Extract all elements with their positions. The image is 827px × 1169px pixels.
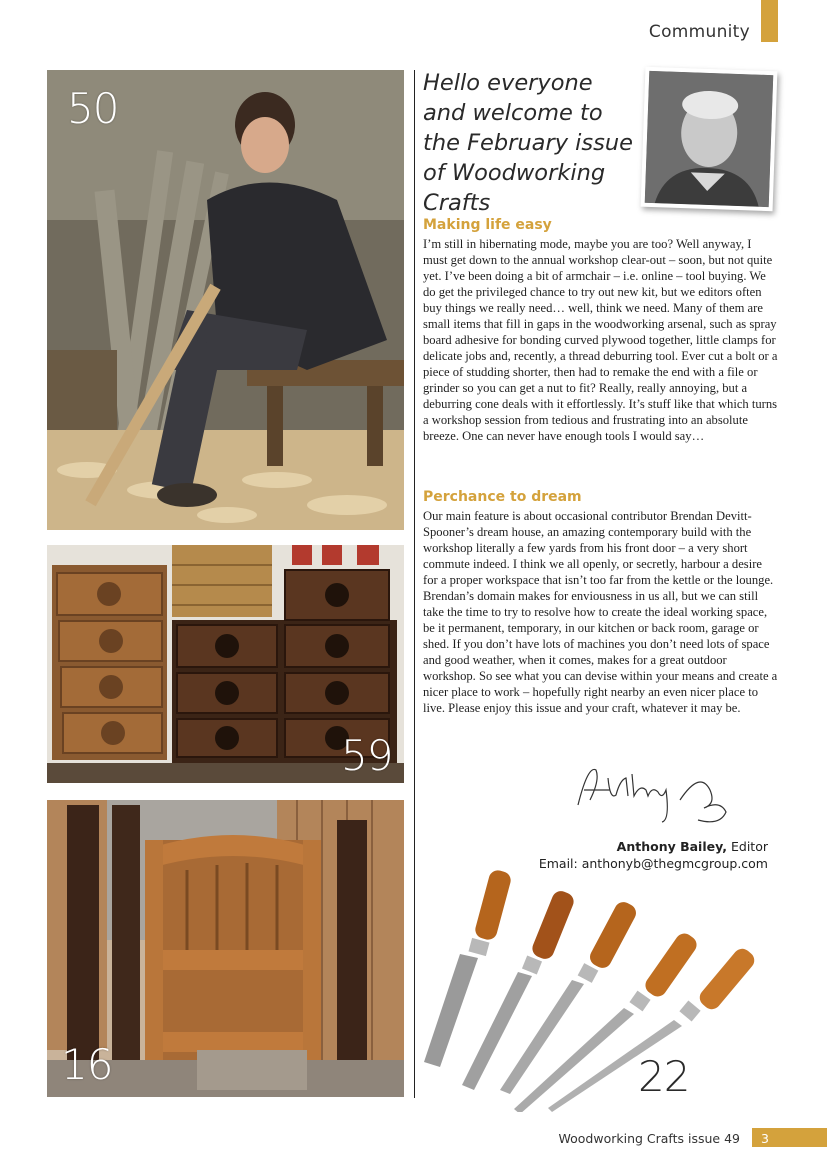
- column-divider: [414, 70, 415, 1098]
- photo-drawer-cabinet: [47, 545, 404, 783]
- editor-name-line: [617, 839, 768, 854]
- page-reference-50: 50: [67, 84, 119, 133]
- subheading-making-life-easy: Making life easy: [423, 217, 552, 233]
- editor-email[interactable]: Email: anthonyb@thegmcgroup.com: [538, 856, 768, 871]
- photo-garden-gate: [47, 800, 404, 1097]
- page-reference-59: 59: [341, 731, 393, 780]
- photo-green-woodworking-illustration: [47, 70, 404, 530]
- paragraph-perchance-to-dream: Our main feature is about occasional contributor Brendan Devitt-Spooner’s dream house, an amazing contemporary build with the workshop literally a few yards from his front door – a very short commute indeed. I think we all openly, or secretly, harbour a desire for a proper workspace that isn’t too far from the kettle or the lounge. Brendan’s domain makes for enviousness in us all, but we can still take the time to try to resolve how to create the ideal working space, be it permanent, temporary, in our kitchen or back room, garage or shed. If you don’t have lots of machines you don’t need lots of space and good weather, when it comes, makes for a great outdoor workshop. So see what you can devise within your means and create a nicer place to work – hopefully right nearby an even nicer place to live. Please enjoy this issue and your craft, whatever it may be.: [423, 509, 778, 715]
- editor-portrait-illustration: [645, 71, 774, 207]
- section-label: Community: [648, 22, 750, 42]
- header-accent-tab: [761, 0, 778, 42]
- editor-signature: [570, 760, 770, 830]
- footer-publication: Woodworking Crafts issue 49: [558, 1131, 740, 1146]
- editor-name: Anthony Bailey,: [616, 839, 728, 854]
- editor-portrait: [641, 67, 778, 212]
- photo-green-woodworking: [47, 70, 404, 530]
- photo-chisels: [420, 862, 760, 1112]
- page-reference-16: 16: [61, 1040, 113, 1089]
- paragraph-making-life-easy: I’m still in hibernating mode, maybe you are too? Well anyway, I must get down to the annual workshop clear-out – soon, but not quite yet. I’ve been doing a bit of armchair – i.e. online – tool buying. We do get the privileged chance to try out new kit, but we editors often buy things we really need… well, think we need. Many of them are small items that fill in gaps in the woodworking arsenal, such as spray board adhesive for bonding curved plywood together, little clamps for delicate jobs and, recently, a thread deburring tool. Ever cut a bolt or a piece of studding shorter, then had to remake the end with a file or grinder so you can get a nut to fit? Really, really annoying, but a deburring cone deals with it effortlessly. It’s stuff like that which turns a workshop session from tedious and frustrating into an absolute breeze. One can never have enough tools I would say…: [423, 237, 778, 443]
- subheading-perchance-to-dream: Perchance to dream: [423, 489, 582, 505]
- welcome-heading: Hello everyone and welcome to the February issue of Woodworking Crafts: [423, 70, 633, 216]
- page-reference-22: 22: [638, 1052, 690, 1101]
- editor-role: Editor: [727, 839, 768, 854]
- page-number: 3: [761, 1131, 769, 1146]
